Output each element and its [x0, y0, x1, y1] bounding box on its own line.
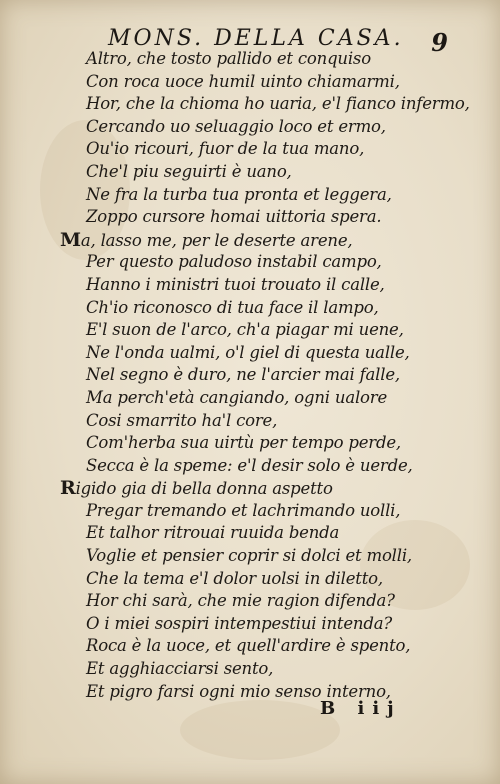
verse-text: Altro, che tosto pallido et conquiso [86, 49, 371, 68]
verse-line [60, 387, 480, 410]
verse-text: Che la tema e'l dolor uolsi in diletto, [86, 568, 383, 588]
verse-line [60, 71, 480, 94]
verse-text: Secca è la speme: e'l desir solo è uerde, [86, 455, 413, 475]
stanza-first-line [60, 229, 480, 252]
verse-text: a, lasso me, per le deserte arene, [80, 230, 353, 250]
verse-line [60, 568, 480, 591]
verse-line [60, 681, 480, 704]
verse-text: Ne l'onda ualmi, o'l giel di questa ualle, [86, 342, 410, 362]
poem-text [60, 48, 480, 703]
verse-text: Per questo paludoso instabil campo, [86, 252, 382, 272]
verse-line [60, 522, 480, 545]
verse-line [60, 319, 480, 342]
verse-line [60, 93, 480, 116]
verse-text: Voglie et pensier coprir si dolci et molli, [86, 546, 412, 566]
signature-mark: B iij [320, 698, 402, 719]
verse-text: Hor chi sarà, che mie ragion difenda? [86, 591, 395, 611]
verse-line [60, 613, 480, 636]
verse-line [60, 116, 480, 139]
verse-text: Et agghiacciarsi sento, [86, 659, 274, 679]
verse-text: E'l suon de l'arco, ch'a piagar mi uene, [86, 320, 404, 340]
verse-text: O i miei sospiri intempestiui intenda? [86, 613, 392, 633]
verse-text: Et pigro farsi ogni mio senso interno, [86, 681, 391, 701]
verse-line [60, 410, 480, 433]
verse-text: Cosi smarrito ha'l core, [86, 410, 278, 430]
verse-text: Con roca uoce humil uinto chiamarmi, [86, 71, 400, 91]
verse-text: Zoppo cursore homai uittoria spera. [86, 207, 382, 227]
verse-line [60, 161, 480, 184]
verse-line [60, 364, 480, 387]
verse-line [60, 545, 480, 568]
verse-line [60, 138, 480, 161]
verse-text: Roca è la uoce, et quell'ardire è spento, [86, 636, 411, 656]
verse-line [60, 455, 480, 478]
verse-line [60, 274, 480, 297]
verse-line [60, 432, 480, 455]
verse-line [60, 48, 480, 71]
verse-text: Cercando uo seluaggio loco et ermo, [86, 116, 386, 136]
verse-line [60, 206, 480, 229]
verse-line [60, 590, 480, 613]
page-number: 9 [431, 28, 448, 57]
verse-text: Pregar tremando et lachrimando uolli, [86, 500, 401, 520]
verse-line [60, 297, 480, 320]
verse-text: Hor, che la chioma ho uaria, e'l fianco infermo, [86, 94, 470, 114]
verse-line [60, 500, 480, 523]
stanza-first-line [60, 477, 480, 500]
verse-line [60, 251, 480, 274]
verse-text: igido gia di bella donna aspetto [75, 479, 333, 499]
verse-line [60, 658, 480, 681]
verse-line [60, 342, 480, 365]
paper-stain [180, 700, 340, 760]
initial-letter: M [60, 228, 81, 251]
running-title: MONS. DELLA CASA. [108, 26, 404, 51]
initial-letter: R [60, 477, 76, 500]
verse-text: Com'herba sua uirtù per tempo perde, [86, 433, 401, 453]
verse-text: Ch'io riconosco di tua face il lampo, [86, 297, 379, 317]
verse-line [60, 184, 480, 207]
verse-line [60, 635, 480, 658]
verse-text: Hanno i ministri tuoi trouato il calle, [86, 274, 385, 294]
verse-text: Ma perch'età cangiando, ogni ualore [86, 387, 388, 407]
verse-text: Ou'io ricouri, fuor de la tua mano, [86, 139, 365, 159]
verse-text: Ne fra la turba tua pronta et leggera, [86, 184, 392, 204]
verse-text: Che'l piu seguirti è uano, [86, 161, 292, 181]
verse-text: Nel segno è duro, ne l'arcier mai falle, [86, 365, 400, 385]
verse-text: Et talhor ritrouai ruuida benda [86, 523, 340, 543]
